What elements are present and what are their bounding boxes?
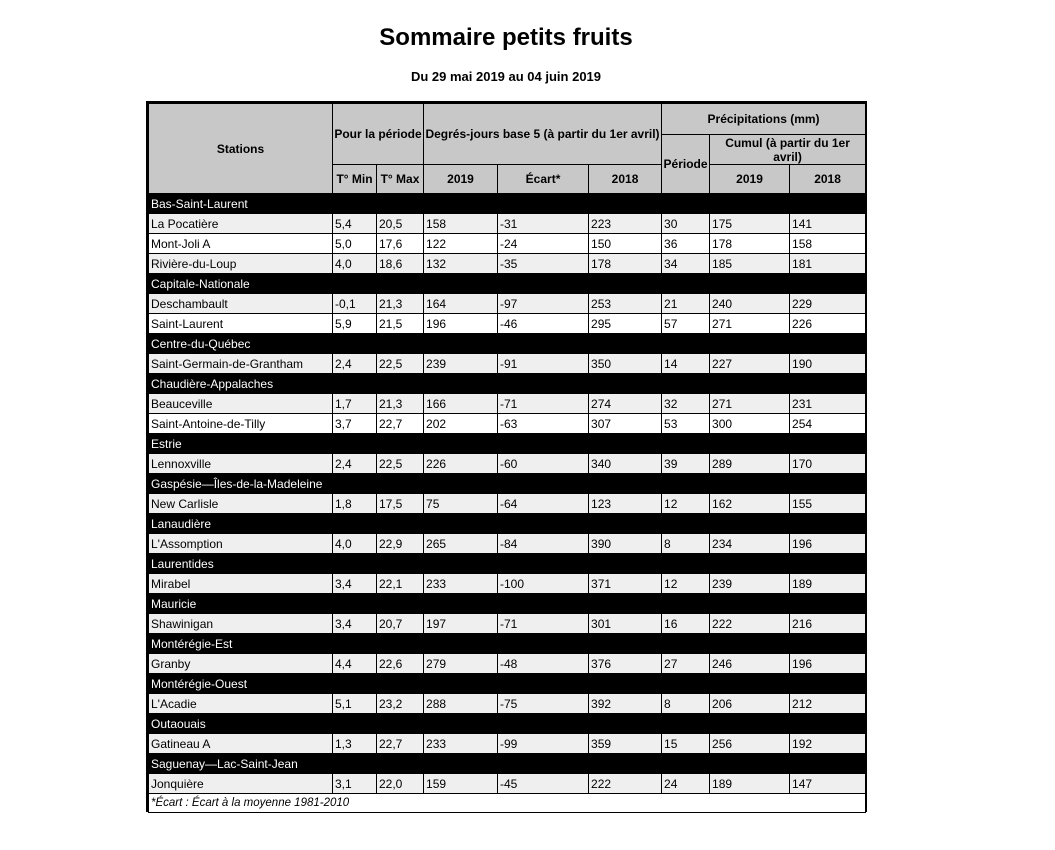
region-row [149,434,866,454]
t-max-cell: 20,7 [377,614,424,634]
t-min-cell: 5,4 [333,214,377,234]
t-min-cell: 4,0 [333,254,377,274]
station-name-cell: Mont-Joli A [149,234,333,254]
ecart-cell: -71 [498,394,589,414]
ecart-cell: -75 [498,694,589,714]
region-row [149,274,866,294]
region-row [149,554,866,574]
station-name-cell: Jonquière [149,774,333,794]
station-row [149,734,866,754]
dj-2018-cell: 223 [589,214,662,234]
cumul-2019-cell: 185 [710,254,790,274]
region-name: Gaspésie—Îles-de-la-Madeleine [149,474,866,494]
precip-periode-cell: 8 [662,534,710,554]
cumul-2018-cell: 216 [790,614,866,634]
precip-periode-cell: 14 [662,354,710,374]
precip-periode-cell: 27 [662,654,710,674]
region-row [149,594,866,614]
cumul-2018-cell: 155 [790,494,866,514]
t-max-cell: 22,7 [377,734,424,754]
station-name-cell: L'Acadie [149,694,333,714]
precip-periode-cell: 24 [662,774,710,794]
region-name: Capitale-Nationale [149,274,866,294]
ecart-cell: -84 [498,534,589,554]
cumul-2018-cell: 141 [790,214,866,234]
ecart-cell: -48 [498,654,589,674]
precip-periode-cell: 57 [662,314,710,334]
cumul-2018-cell: 229 [790,294,866,314]
t-min-cell: 1,7 [333,394,377,414]
cumul-2018-cell: 254 [790,414,866,434]
region-row [149,334,866,354]
header-ecart: Écart* [498,165,589,194]
summary-table [148,103,866,813]
cumul-2018-cell: 190 [790,354,866,374]
station-name-cell: Gatineau A [149,734,333,754]
cumul-2018-cell: 226 [790,314,866,334]
ecart-cell: -71 [498,614,589,634]
ecart-cell: -46 [498,314,589,334]
cumul-2019-cell: 234 [710,534,790,554]
dj-2018-cell: 392 [589,694,662,714]
t-min-cell: 3,1 [333,774,377,794]
ecart-cell: -97 [498,294,589,314]
t-max-cell: 21,3 [377,394,424,414]
station-row [149,654,866,674]
ecart-cell: -45 [498,774,589,794]
header-t-max: T° Max [377,165,424,194]
cumul-2019-cell: 175 [710,214,790,234]
region-row [149,474,866,494]
precip-periode-cell: 34 [662,254,710,274]
dj-2018-cell: 222 [589,774,662,794]
header-dj-2019: 2019 [424,165,498,194]
station-name-cell: Beauceville [149,394,333,414]
region-name: Chaudière-Appalaches [149,374,866,394]
dj-2019-cell: 159 [424,774,498,794]
summary-table-frame [146,101,867,812]
t-min-cell: 4,4 [333,654,377,674]
precip-periode-cell: 21 [662,294,710,314]
region-row [149,754,866,774]
dj-2018-cell: 150 [589,234,662,254]
dj-2019-cell: 233 [424,574,498,594]
dj-2018-cell: 350 [589,354,662,374]
region-name: Estrie [149,434,866,454]
cumul-2018-cell: 196 [790,654,866,674]
station-name-cell: New Carlisle [149,494,333,514]
dj-2018-cell: 359 [589,734,662,754]
region-name: Centre-du-Québec [149,334,866,354]
station-row [149,394,866,414]
date-range-subtitle: Du 29 mai 2019 au 04 juin 2019 [410,69,602,84]
ecart-cell: -31 [498,214,589,234]
region-row [149,514,866,534]
header-cumul-2019: 2019 [710,165,790,194]
station-row [149,574,866,594]
cumul-2019-cell: 256 [710,734,790,754]
dj-2019-cell: 75 [424,494,498,514]
region-row [149,194,866,214]
station-name-cell: Shawinigan [149,614,333,634]
region-name: Saguenay—Lac-Saint-Jean [149,754,866,774]
cumul-2018-cell: 212 [790,694,866,714]
cumul-2019-cell: 240 [710,294,790,314]
dj-2018-cell: 376 [589,654,662,674]
region-name: Mauricie [149,594,866,614]
precip-periode-cell: 39 [662,454,710,474]
cumul-2019-cell: 246 [710,654,790,674]
dj-2019-cell: 122 [424,234,498,254]
t-max-cell: 22,6 [377,654,424,674]
station-name-cell: Lennoxville [149,454,333,474]
station-name-cell: La Pocatière [149,214,333,234]
header-pour-la-periode: Pour la période [333,104,424,165]
t-max-cell: 18,6 [377,254,424,274]
station-row [149,314,866,334]
cumul-2019-cell: 189 [710,774,790,794]
station-row [149,214,866,234]
cumul-2019-cell: 300 [710,414,790,434]
cumul-2019-cell: 227 [710,354,790,374]
dj-2018-cell: 274 [589,394,662,414]
cumul-2019-cell: 178 [710,234,790,254]
ecart-cell: -63 [498,414,589,434]
region-row [149,714,866,734]
cumul-2019-cell: 271 [710,314,790,334]
station-row [149,454,866,474]
t-min-cell: -0,1 [333,294,377,314]
station-name-cell: Saint-Germain-de-Grantham [149,354,333,374]
cumul-2019-cell: 239 [710,574,790,594]
cumul-2018-cell: 231 [790,394,866,414]
cumul-2018-cell: 196 [790,534,866,554]
t-min-cell: 5,1 [333,694,377,714]
station-row [149,494,866,514]
station-row [149,614,866,634]
t-min-cell: 1,8 [333,494,377,514]
dj-2018-cell: 301 [589,614,662,634]
ecart-cell: -35 [498,254,589,274]
cumul-2019-cell: 162 [710,494,790,514]
dj-2018-cell: 178 [589,254,662,274]
t-min-cell: 5,0 [333,234,377,254]
dj-2018-cell: 123 [589,494,662,514]
t-max-cell: 21,3 [377,294,424,314]
cumul-2018-cell: 158 [790,234,866,254]
cumul-2018-cell: 181 [790,254,866,274]
region-name: Montérégie-Ouest [149,674,866,694]
header-precipitations: Précipitations (mm) [662,104,866,135]
header-periode: Période [662,135,710,194]
t-min-cell: 3,4 [333,574,377,594]
dj-2018-cell: 307 [589,414,662,434]
t-min-cell: 5,9 [333,314,377,334]
station-name-cell: L'Assomption [149,534,333,554]
station-name-cell: Saint-Antoine-de-Tilly [149,414,333,434]
dj-2019-cell: 239 [424,354,498,374]
precip-periode-cell: 53 [662,414,710,434]
dj-2018-cell: 253 [589,294,662,314]
t-max-cell: 21,5 [377,314,424,334]
dj-2019-cell: 158 [424,214,498,234]
footnote-row [149,794,866,813]
station-row [149,694,866,714]
dj-2018-cell: 340 [589,454,662,474]
station-name-cell: Saint-Laurent [149,314,333,334]
t-max-cell: 22,9 [377,534,424,554]
region-name: Lanaudière [149,514,866,534]
station-name-cell: Deschambault [149,294,333,314]
header-cumul: Cumul (à partir du 1er avril) [710,135,866,165]
dj-2019-cell: 197 [424,614,498,634]
t-min-cell: 3,4 [333,614,377,634]
t-min-cell: 2,4 [333,454,377,474]
dj-2019-cell: 288 [424,694,498,714]
dj-2019-cell: 164 [424,294,498,314]
cumul-2019-cell: 206 [710,694,790,714]
dj-2019-cell: 132 [424,254,498,274]
dj-2018-cell: 295 [589,314,662,334]
header-dj-2018: 2018 [589,165,662,194]
precip-periode-cell: 16 [662,614,710,634]
precip-periode-cell: 30 [662,214,710,234]
station-row [149,254,866,274]
t-max-cell: 17,5 [377,494,424,514]
region-name: Bas-Saint-Laurent [149,194,866,214]
station-row [149,354,866,374]
dj-2019-cell: 265 [424,534,498,554]
station-row [149,294,866,314]
station-row [149,774,866,794]
t-min-cell: 3,7 [333,414,377,434]
dj-2019-cell: 226 [424,454,498,474]
dj-2019-cell: 233 [424,734,498,754]
precip-periode-cell: 12 [662,494,710,514]
dj-2018-cell: 390 [589,534,662,554]
station-row [149,234,866,254]
dj-2019-cell: 202 [424,414,498,434]
dj-2019-cell: 166 [424,394,498,414]
t-max-cell: 22,5 [377,354,424,374]
region-row [149,634,866,654]
table-body [149,194,866,794]
region-row [149,674,866,694]
region-name: Montérégie-Est [149,634,866,654]
t-max-cell: 20,5 [377,214,424,234]
t-max-cell: 22,0 [377,774,424,794]
station-name-cell: Rivière-du-Loup [149,254,333,274]
ecart-cell: -100 [498,574,589,594]
t-max-cell: 22,1 [377,574,424,594]
t-min-cell: 4,0 [333,534,377,554]
header-cumul-2018: 2018 [790,165,866,194]
ecart-cell: -99 [498,734,589,754]
footnote: *Écart : Écart à la moyenne 1981-2010 [149,794,866,813]
region-name: Laurentides [149,554,866,574]
region-name: Outaouais [149,714,866,734]
t-max-cell: 22,5 [377,454,424,474]
ecart-cell: -64 [498,494,589,514]
station-name-cell: Mirabel [149,574,333,594]
dj-2019-cell: 279 [424,654,498,674]
t-max-cell: 17,6 [377,234,424,254]
dj-2018-cell: 371 [589,574,662,594]
dj-2019-cell: 196 [424,314,498,334]
cumul-2018-cell: 147 [790,774,866,794]
page-title: Sommaire petits fruits [379,24,633,51]
precip-periode-cell: 12 [662,574,710,594]
ecart-cell: -24 [498,234,589,254]
cumul-2019-cell: 289 [710,454,790,474]
header-degres-jours: Degrés-jours base 5 (à partir du 1er avril) [424,104,662,165]
station-row [149,534,866,554]
precip-periode-cell: 36 [662,234,710,254]
station-row [149,414,866,434]
cumul-2019-cell: 271 [710,394,790,414]
ecart-cell: -60 [498,454,589,474]
region-row [149,374,866,394]
cumul-2019-cell: 222 [710,614,790,634]
table-header [149,104,866,194]
header-stations: Stations [149,104,333,194]
t-min-cell: 1,3 [333,734,377,754]
cumul-2018-cell: 189 [790,574,866,594]
t-max-cell: 23,2 [377,694,424,714]
t-min-cell: 2,4 [333,354,377,374]
t-max-cell: 22,7 [377,414,424,434]
ecart-cell: -91 [498,354,589,374]
precip-periode-cell: 15 [662,734,710,754]
cumul-2018-cell: 192 [790,734,866,754]
precip-periode-cell: 8 [662,694,710,714]
precip-periode-cell: 32 [662,394,710,414]
cumul-2018-cell: 170 [790,454,866,474]
station-name-cell: Granby [149,654,333,674]
header-t-min: T° Min [333,165,377,194]
